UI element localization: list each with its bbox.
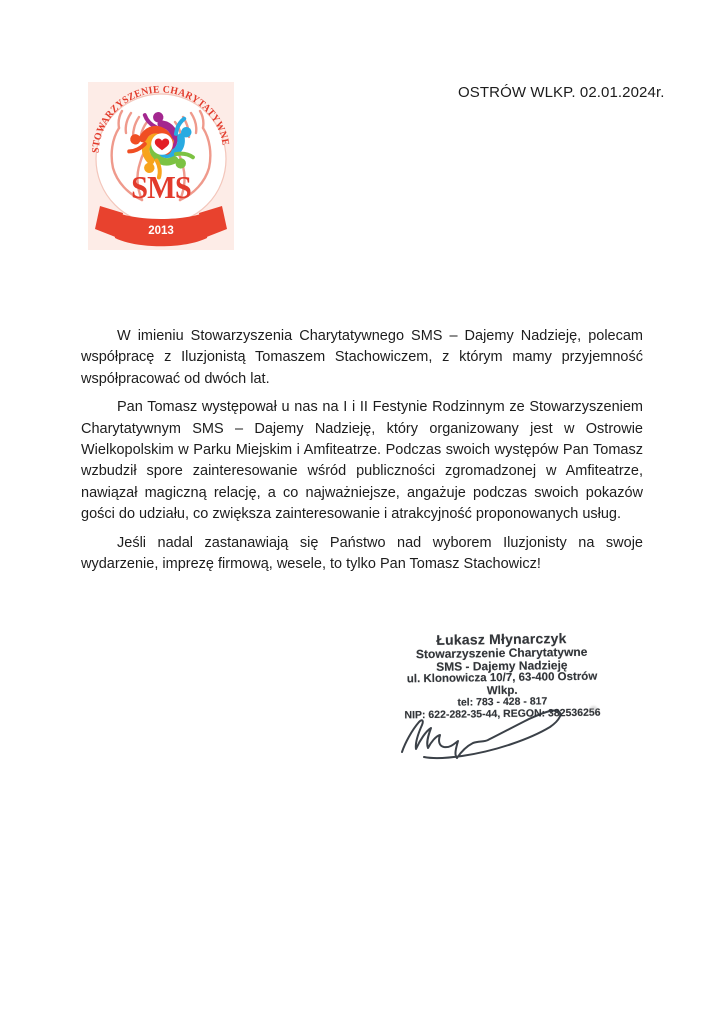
paragraph-recommendation: Jeśli nadal zastanawiają się Państwo nad wyborem Iluzjonisty na swoje wydarzenie, imprezę firmową, wesele, to tylko Pan Tomasz Stachowicz! (81, 534, 643, 573)
stamp-registry-numbers: NIP: 622-282-35-44, REGON: 382536256 (404, 706, 601, 721)
paragraph-introduction: W imieniu Stowarzyszenia Charytatywnego SMS – Dajemy Nadzieję, polecam współpracę z Iluzjonistą Tomaszem Stachowiczem, z którym mamy przyjemność współpracować od dwóch lat. (81, 328, 643, 387)
handwritten-signature (396, 702, 578, 770)
paragraph-details: Pan Tomasz występował u nas na I i II Festynie Rodzinnym ze Stowarzyszeniem Charytatywnym SMS – Dajemy Nadzieję, który organizowany jest w Ostrowie Wielkopolskim w Parku Miejskim i Amfiteatrze. Podczas swoich występów Pan Tomasz wzbudził spore zainteresowanie wśród publiczności zgromadzonej w Amfiteatrze, nawiązał magiczną relację, a co najważniejsze, angażuje podczas swoich pokazów gości do udziału, co zwiększa zainteresowanie i atrakcyjność proponowanych usług. (81, 399, 643, 523)
charity-logo-graphic (88, 82, 234, 250)
scan-speck (590, 706, 597, 711)
logo-arc-text: STOWARZYSZENIE CHARYTATYWNE (90, 84, 231, 154)
logo-year: 2013 (148, 225, 174, 237)
date-line: OSTRÓW WLKP. 02.01.2024r. (458, 84, 665, 101)
stamp-phone: tel: 783 - 428 - 817 (457, 695, 548, 709)
stamp-organization-line2: SMS - Dajemy Nadzieję (436, 657, 568, 674)
signature-stroke (396, 702, 578, 770)
stamp-person-name: Łukasz Młynarczyk (436, 630, 567, 648)
stamp-organization-line1: Stowarzyszenie Charytatywne (415, 644, 588, 662)
logo-acronym: SMS (131, 169, 191, 206)
letter-body (81, 326, 643, 582)
stamp-address: ul. Klonowicza 10/7, 63-400 Ostrów Wlkp. (406, 670, 598, 697)
organization-logo (88, 82, 234, 250)
